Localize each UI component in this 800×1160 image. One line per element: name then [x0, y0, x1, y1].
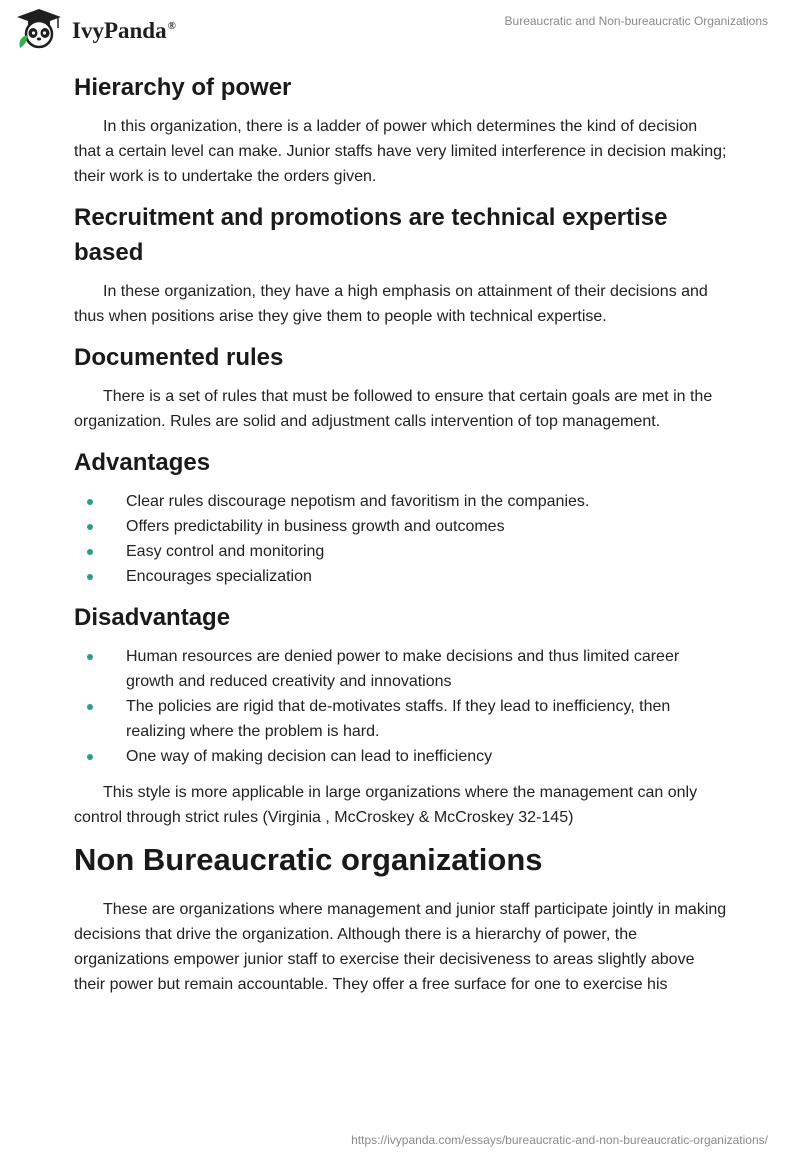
paragraph-hierarchy: In this organization, there is a ladder of power which determines the kind of decision that a certain level can make. Junior staffs have very limited interference in decision making; their work is to undertake the orders given.	[74, 118, 727, 185]
paragraph-conclusion: This style is more applicable in large organizations where the management can only control through strict rules (Virginia , McCroskey & McCroskey 32-145)	[74, 784, 698, 826]
paragraph-non-bureaucratic: These are organizations where management and junior staff participate jointly in making decisions that drive the organization. Although there is a hierarchy of power, the organizations empower junior staff to exercise their decisiveness to areas slightly above their power but remain accountable. They offer a free surface for one to exercise his	[74, 901, 727, 993]
bullet-icon	[87, 549, 93, 555]
list-item: Offers predictability in business growth and outcomes	[74, 514, 728, 539]
page-header	[0, 0, 800, 60]
paragraph-recruitment: In these organization, they have a high emphasis on attainment of their decisions and thus when positions arise they give them to people with technical expertise.	[74, 283, 708, 325]
ivypanda-logo[interactable]	[14, 8, 176, 50]
list-item: The policies are rigid that de-motivates staffs. If they lead to inefficiency, then realizing where the problem is hard.	[74, 694, 728, 744]
heading-advantages: Advantages	[74, 449, 211, 476]
heading-recruitment: Recruitment and promotions are technical expertise based	[74, 204, 668, 266]
list-item: One way of making decision can lead to inefficiency	[74, 744, 728, 769]
heading-documented-rules: Documented rules	[74, 344, 284, 371]
bullet-icon	[87, 574, 93, 580]
brand-name: IvyPanda®	[72, 18, 176, 43]
heading-disadvantage: Disadvantage	[74, 604, 231, 631]
list-item: Easy control and monitoring	[74, 539, 728, 564]
list-item: Encourages specialization	[74, 564, 728, 589]
list-item: Clear rules discourage nepotism and favoritism in the companies.	[74, 489, 728, 514]
bullet-icon	[87, 754, 93, 760]
paragraph-rules: There is a set of rules that must be followed to ensure that certain goals are met in the organization. Rules are solid and adjustment calls intervention of top management.	[74, 388, 713, 430]
panda-mascot-icon	[14, 8, 64, 50]
bullet-icon	[87, 499, 93, 505]
bullet-icon	[87, 524, 93, 530]
source-url[interactable]: https://ivypanda.com/essays/bureaucratic-and-non-bureaucratic-organizations/	[351, 1133, 768, 1147]
bullet-icon	[87, 654, 93, 660]
essay-content	[74, 70, 728, 1008]
heading-non-bureaucratic: Non Bureaucratic organizations	[74, 842, 543, 877]
list-item: Human resources are denied power to make decisions and thus limited career growth and reduced creativity and innovations	[74, 644, 728, 694]
advantages-list	[74, 489, 728, 589]
document-title: Bureaucratic and Non-bureaucratic Organizations	[504, 14, 768, 28]
heading-hierarchy-of-power: Hierarchy of power	[74, 74, 292, 101]
bullet-icon	[87, 704, 93, 710]
disadvantage-list	[74, 644, 728, 769]
